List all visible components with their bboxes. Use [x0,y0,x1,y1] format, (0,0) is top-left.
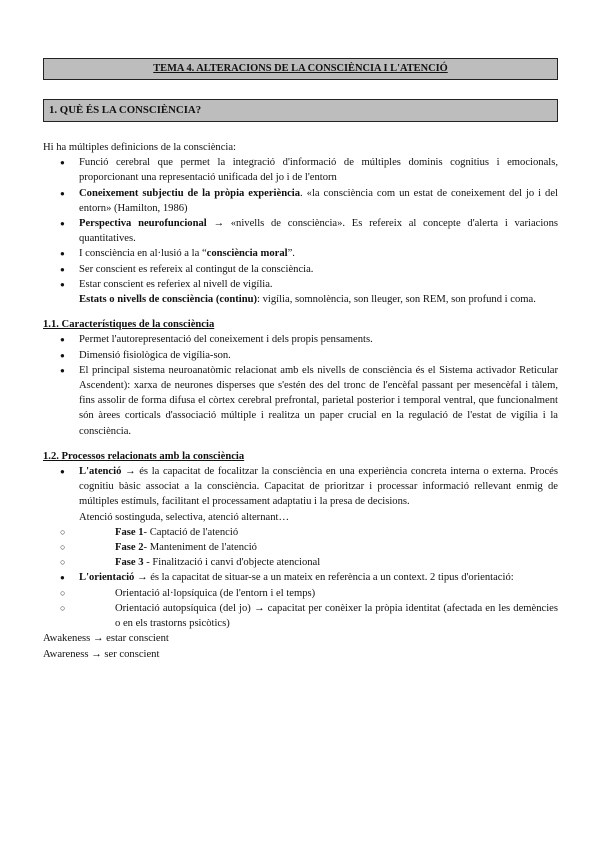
list-item: ○ Orientació autopsíquica (del jo) → capacitat per conèixer la pròpia identitat (afectada en les demències o en els trastorns psicòtics) [43,601,558,631]
definition-text: . «la consciència com un estat de coneixement del jo i del entorn» (Hamilton, 1986) [79,187,558,214]
list-item [43,262,558,277]
list-item [43,464,558,570]
list-item: ● Permet l'autorepresentació del coneixement i dels propis pensaments. [43,332,558,347]
definition-text: Ser conscient es refereix al contingut de la consciència. [79,263,314,275]
phase-label: Fase 3 [115,557,144,569]
document-title: TEMA 4. ALTERACIONS DE LA CONSCIÈNCIA I L'ATENCIÓ [43,58,558,80]
definition-text: : vigília, somnolència, son lleuger, son REM, son profund i coma. [257,294,536,306]
document-page [43,58,558,662]
list-item [43,540,558,555]
definition-text: Funció cerebral que permet la integració d'informació de múltiples dominis cognitius i emocionals, proporcionant una representació unificada del jo i de l'entorn [79,157,558,184]
phase-text: - Manteniment de l'atenció [143,542,257,554]
characteristics-list [43,332,558,438]
subsection-heading: 1.2. Processos relacionats amb la consciència [43,450,245,462]
phase-text: - Finalització i canvi d'objecte atencional [143,557,321,569]
definition-text: → és la capacitat de situar-se a un mateix en referència a un context. 2 tipus d'orientació: [134,572,514,584]
awakeness-line: Awakeness → estar conscient [43,633,169,645]
terms-block [43,631,558,661]
definition-text: → és la capacitat de focalitzar la consciència en una experiència concreta interna o externa. Procés cognitiu bàsic associat a la consciència. Capacitat de prioritzar i processar informació rellevant enmig de múltiples estímuls, facilitant el processament adaptatiu i la presa de decisions. [79,466,558,508]
definition-text: Estar conscient es referiex al nivell de vigília. [79,278,273,290]
list-item [43,246,558,261]
list-item: ● El principal sistema neuroanatòmic relacionat amb els nivells de consciència és el Sistema activador Reticular Ascendent): xarxa de neurones disperses que s'estén des del tronc de l'encèfal passant per mesencèfal i tàlem, fins assolir de forma difusa el còrtex cerebral prefrontal, parietal posterior i temporal ventral, que funcionalment són àrees corticals d'associació múltiple i realitza un paper crucial en la regulació de l'estat de vigília i la consciència. [43,363,558,439]
list-item [43,216,558,246]
definition-text: I consciència en al·lusió a la “ [79,248,207,260]
definition-text: ”. [287,248,295,260]
intro-text: Hi ha múltiples definicions de la consciència: [43,142,236,153]
definitions-list [43,155,558,307]
awareness-line: Awareness → ser conscient [43,648,160,660]
phase-label: Fase 1 [115,526,144,538]
subsection-heading: 1.1. Característiques de la consciència [43,319,215,331]
phase-text: - Captació de l'atenció [143,526,239,538]
orientation-list [43,586,558,632]
attention-types: Atenció sostinguda, selectiva, atenció alternant… [79,511,290,523]
bold-term: Perspectiva neurofuncional [79,218,207,230]
bold-term: L'atenció [79,466,122,478]
list-item: ○ Orientació al·lopsíquica (de l'entorn i el temps) [43,586,558,601]
list-item [43,155,558,185]
processes-list [43,464,558,631]
list-item [43,555,558,570]
list-item [43,570,558,631]
bold-term: consciència moral [206,248,288,260]
list-item [43,186,558,216]
bold-term: Coneixement subjectiu de la pròpia experiència [79,187,301,199]
list-item: ● Dimensió fisiològica de vigília-son. [43,348,558,363]
list-item [43,525,558,540]
section-heading: 1. QUÈ ÉS LA CONSCIÈNCIA? [43,99,558,122]
bold-term: Estats o nivells de consciència (continu) [79,294,258,306]
bold-term: L'orientació [79,572,135,584]
phase-label: Fase 2 [115,542,144,554]
list-item [43,277,558,307]
phases-list [43,525,558,571]
definition-text: → «nivells de consciència». Es refereix al concepte d'alerta i variacions quantitatives. [79,218,559,245]
